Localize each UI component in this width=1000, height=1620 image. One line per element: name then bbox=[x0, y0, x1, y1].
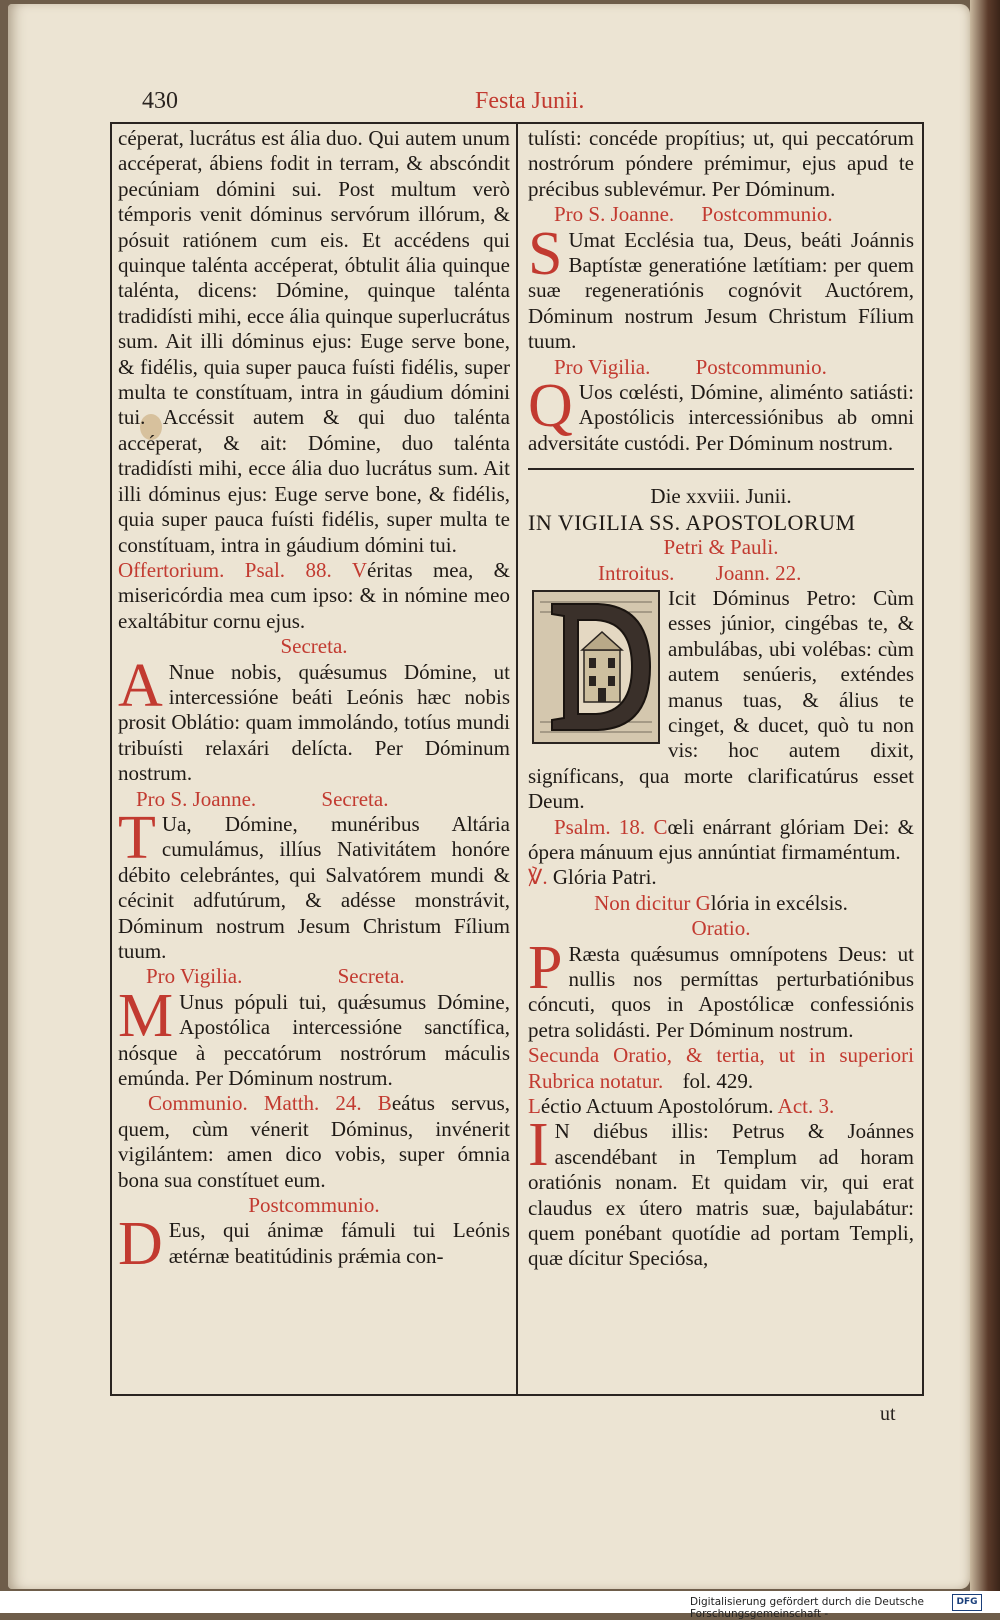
lectio-body-initial: I bbox=[528, 1111, 549, 1180]
introitus-heading: Introitus. Joann. 22. bbox=[598, 560, 802, 585]
vigilia-secreta-initial: M bbox=[118, 981, 174, 1050]
joanne-secreta-prayer bbox=[118, 803, 510, 964]
date-line: Die xxviii. Junii. bbox=[650, 484, 792, 509]
feast-subtitle: Petri & Pauli. bbox=[663, 535, 779, 560]
left-column bbox=[118, 126, 510, 1279]
footer-credit: Digitalisierung gefördert durch die Deutsche Forschungsgemeinschaft - bbox=[690, 1596, 924, 1620]
continuation-text: tulísti: concéde propítius; ut, qui peccatórum nostrórum póndere prémimur, ejus apud te précibus sublevémur. Per Dóminum. bbox=[528, 126, 914, 201]
vigilia-secreta-heading: Pro Vigilia. Secreta. bbox=[146, 964, 405, 989]
psalm bbox=[528, 815, 914, 866]
vigilia-postcommunio-text: Uos cœlésti, Dómine, aliménto satiásti: Apostólicis intercessiónibus ab omni adversitáte custódi. Per Dóminum nostrum. bbox=[528, 380, 914, 455]
introitus-text: Icit Dóminus Petro: Cùm esses júnior, cingébas te, & ambulábas, ubi volébas: cùm autem senúeris, exténdes manus tuas, & álius te cinget, & ducet, quò tu non vis: hoc autem dixit, signíficans, qua morte clarificatúrus esset Deum. bbox=[528, 585, 914, 814]
oratio-initial: P bbox=[528, 933, 563, 1002]
communio-initial: B bbox=[377, 1091, 392, 1116]
oratio-heading: Oratio. bbox=[691, 916, 751, 941]
woodcut-initial-d bbox=[532, 590, 660, 744]
psalm-initial: C bbox=[653, 814, 668, 839]
secreta-initial: A bbox=[118, 651, 163, 720]
joanne-secreta-heading: Pro S. Joanne. Secreta. bbox=[136, 786, 389, 811]
psalm-label: Psalm. 18. bbox=[554, 814, 646, 839]
page-number: 430 bbox=[142, 88, 178, 114]
non-dicitur: Non dicitur Glória in excélsis. bbox=[594, 890, 848, 915]
lectio-initial: L bbox=[528, 1094, 541, 1119]
postcommunio-text: Eus, qui ánimæ fámuli tui Leónis ætérnæ beatitúdinis prǽmia con- bbox=[168, 1218, 510, 1268]
gloria-patri-text: Glória Patri. bbox=[552, 865, 657, 890]
section-rule bbox=[528, 468, 914, 470]
offertorium-label: Offertorium. Psal. 88. bbox=[118, 557, 332, 582]
vigilia-postcommunio-initial: Q bbox=[528, 372, 573, 441]
postcommunio-heading: Postcommunio. bbox=[248, 1193, 380, 1218]
offertorium-text: éritas mea, & misericórdia mea cum ipso: & in nómine meo exaltábitur cornu ejus. bbox=[118, 557, 510, 633]
joanne-postcommunio-text: Umat Ecclésia tua, Deus, beáti Joánnis Baptístæ generatióne lætítiam: per quem suæ regeneratiónis cognóvit Auctórem, Dóminum nostrum Jesum Christum Fílium tuum. bbox=[528, 227, 914, 354]
oratio-prayer bbox=[528, 933, 914, 1044]
gospel-continuation: céperat, lucrátus est ália duo. Qui autem unum accéperat, ábiens fodit in terram, & abscóndit pecúniam dómini sui. Post multum verò témporis venit dóminus servórum illórum, & pósuit ratiónem cum eis. Et accédens qui quinque talénta accéperat, óbtulit ália quinque talénta, dicens: Dómine, quinque talénta tradidísti mihi, ecce ália quinque superlucrátus sum. Ait illi dóminus ejus: Euge serve bone, & fidélis, quia super pauca fuísti fidélis, super multa te constítuam, intra in gáudium dómini tui. Accéssit autem & qui duo talénta accéperat, & ait: Dómine, duo talénta tradidísti mihi, ecce ália duo lucrátus sum. Ait illi dóminus ejus: Euge serve bone, & fidélis, quia super pauca fuísti fidélis, super multa te constítuam, intra in gáudium dómini tui. bbox=[118, 126, 510, 557]
column-rule bbox=[516, 124, 518, 1394]
psalm-text: œli enárrant glóriam Dei: & ópera mánuum ejus annúntiat firmaméntum. bbox=[528, 814, 915, 864]
communio bbox=[118, 1091, 510, 1193]
catchword: ut bbox=[880, 1403, 896, 1425]
book-edge bbox=[970, 0, 1000, 1613]
joanne-secreta-initial: T bbox=[118, 803, 156, 872]
joanne-postcommunio-prayer bbox=[528, 219, 914, 355]
lectio-reference: Act. 3. bbox=[777, 1094, 835, 1119]
communio-label: Communio. Matth. 24. bbox=[148, 1091, 362, 1116]
gloria-patri bbox=[528, 865, 914, 890]
running-title: Festa Junii. bbox=[475, 88, 585, 114]
offertorium-initial: V bbox=[351, 557, 368, 582]
secreta-text: Nnue nobis, quǽsumus Dómine, ut intercessióne beáti Leónis hæc nobis prosit Oblátio: quam immolándo, totíus mundi tribuísti relaxári delícta. Per Dóminum nostrum. bbox=[118, 659, 510, 786]
secreta-heading: Secreta. bbox=[280, 634, 348, 659]
woodcut-image bbox=[534, 592, 658, 742]
secreta-prayer bbox=[118, 651, 510, 787]
introitus bbox=[528, 586, 914, 815]
versicle-icon: ℣. bbox=[528, 865, 548, 890]
feast-title: IN VIGILIA SS. APOSTOLORUM bbox=[528, 509, 856, 535]
lectio-body-text: N diébus illis: Petrus & Joánnes ascendébant in Templum ad horam oratiónis nonam. Et quidam vir, qui erat claudus ex útero matris suæ, bajulabátur: quem ponébant quotídie ad portam Templi, quæ dícitur Speciósa, bbox=[528, 1119, 914, 1271]
communio-text: eátus servus, quem, cùm vénerit Dóminus, invénerit vigilántem: amen dico vobis, super ómnia bona sua constítuet eum. bbox=[118, 1091, 510, 1192]
offertorium bbox=[118, 558, 510, 634]
oratio-text: Ræsta quǽsumus omnípotens Deus: ut nullis nos permíttas perturbatiónibus cóncuti, quos in Apostólicæ confessiónis petra solidásti. Per Dóminum nostrum. bbox=[528, 941, 914, 1042]
joanne-postcommunio-heading: Pro S. Joanne. Postcommunio. bbox=[554, 202, 833, 227]
lectio-body bbox=[528, 1111, 914, 1271]
text-frame bbox=[110, 122, 924, 1396]
joanne-secreta-text: Ua, Dómine, munéribus Altária cumulámus, illíus Nativitátem honóre débito celebrántes, qui Salvatórem mundi & cécinit adfutúrum, & adésse monstrávit, Dóminum nostrum Jesum Christum Fílium tuum. bbox=[118, 811, 510, 963]
digitization-footer bbox=[0, 1591, 1000, 1620]
postcommunio-initial: D bbox=[118, 1210, 163, 1279]
vigilia-secreta-prayer bbox=[118, 981, 510, 1092]
postcommunio-prayer bbox=[118, 1210, 510, 1279]
vigilia-postcommunio-heading: Pro Vigilia. Postcommunio. bbox=[554, 354, 827, 379]
vigilia-secreta-text: Unus pópuli tui, quǽsumus Dómine, Apostólica intercessióne sanctífica, nósque à peccatórum nostrórum máculis emúnda. Per Dóminum nostrum. bbox=[118, 989, 510, 1091]
secunda-oratio-rubric: Secunda Oratio, & tertia, ut in superiori Rubrica notatur. fol. 429. bbox=[528, 1043, 914, 1093]
page-header bbox=[130, 88, 930, 118]
lectio-heading: Léctio Actuum Apostolórum. Act. 3. bbox=[528, 1094, 835, 1119]
joanne-postcommunio-initial: S bbox=[528, 219, 563, 288]
dfg-logo: DFG bbox=[952, 1594, 982, 1611]
vigilia-postcommunio-prayer bbox=[528, 372, 914, 456]
right-column bbox=[528, 126, 914, 1272]
